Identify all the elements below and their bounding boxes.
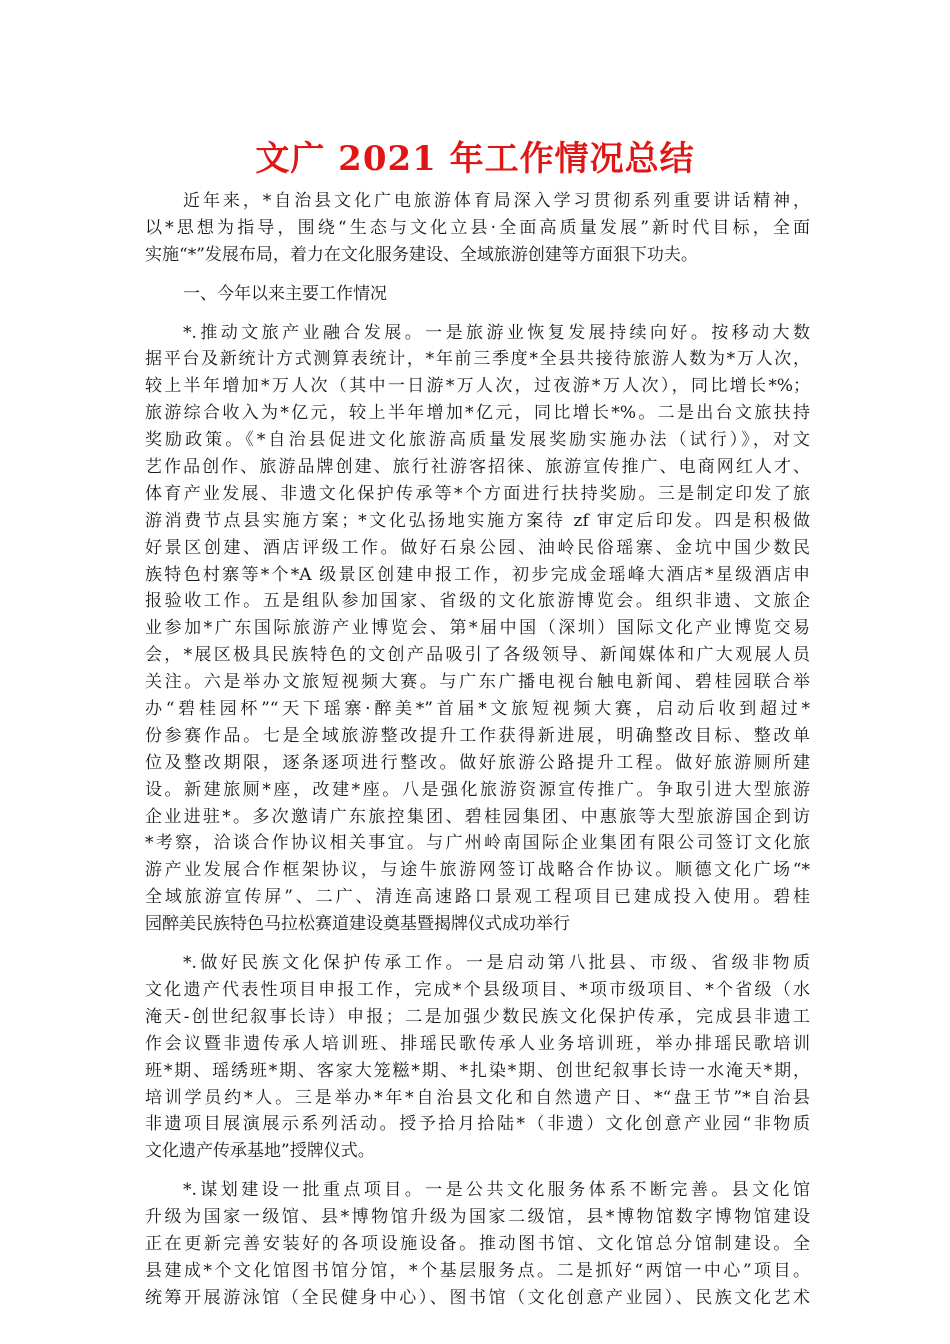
section-heading [145,281,810,308]
section-heading-text: 一、今年以来主要工作情况 [183,283,387,304]
text-line: 培训学员约*人。三是举办*年*自治县文化和自然遗产日、*“盘王节”*自治县 [145,1087,810,1108]
text-line: 近年来，*自治县文化广电旅游体育局深入学习贯彻系列重要讲话精神， [183,191,810,211]
text-line: 文化遗产传承基地”授牌仪式。 [145,1141,375,1162]
text-line: 淹天-创世纪叙事长诗）申报；二是加强少数民族文化保护传承，完成县非遗工 [145,1006,810,1027]
document-body [145,188,810,1324]
document-title: 文广 2021 年工作情况总结 [255,139,695,179]
text-line: 办“碧桂园杯”“天下瑶寨·醉美*”首届*文旅短视频大赛，启动后收到超过* [145,699,810,720]
text-line: 正在更新完善安装好的各项设施设备。推动图书馆、文化馆总分馆制建设。全 [145,1233,810,1254]
paragraph-tourism-integration [145,320,810,938]
text-line: 旅游综合收入为*亿元，较上半年增加*亿元，同比增长*%。二是出台文旅扶持 [145,403,810,424]
text-line: 设。新建旅厕*座，改建*座。八是强化旅游资源宣传推广。争取引进大型旅游 [145,779,810,800]
intro-paragraph [145,188,810,269]
text-line: *.谋划建设一批重点项目。一是公共文化服务体系不断完善。县文化馆 [183,1180,810,1201]
text-line: 实施“*”发展布局，着力在文化服务建设、全域旅游创建等方面狠下功夫。 [145,244,698,265]
text-line: 以*思想为指导，围绕“生态与文化立县·全面高质量发展”新时代目标，全面 [145,217,810,238]
text-line: 份参赛作品。七是全域旅游整改提升工作获得新进展，明确整改目标、整改单 [145,725,810,746]
text-line: 据平台及新统计方式测算表统计，*年前三季度*全县共接待旅游人数为*万人次， [145,349,810,370]
text-line: 奖励政策。《*自治县促进文化旅游高质量发展奖励实施办法（试行）》，对文 [145,430,810,451]
text-line: 企业进驻*。多次邀请广东旅控集团、碧桂园集团、中惠旅等大型旅游国企到访 [145,806,810,827]
paragraph-key-projects [145,1177,810,1311]
paragraph-ethnic-culture [145,950,810,1165]
text-line: *.推动文旅产业融合发展。一是旅游业恢复发展持续向好。按移动大数 [183,322,810,343]
text-line: 作会议暨非遗传承人培训班、排瑶民歌传承人业务培训班，举办排瑶民歌培训 [145,1033,810,1054]
text-line: 体育产业发展、非遗文化保护传承等*个方面进行扶持奖励。三是制定印发了旅 [145,483,810,504]
text-line: 升级为国家一级馆、县*博物馆升级为国家二级馆，县*博物馆数字博物馆建设 [145,1207,810,1228]
text-line: *考察，洽谈合作协议相关事宜。与广州岭南国际企业集团有限公司签订文化旅 [145,833,810,854]
text-line: 族特色村寨等*个*A 级景区创建申报工作，初步完成金瑶峰大酒店*星级酒店申 [145,564,810,585]
text-line: 艺作品创作、旅游品牌创建、旅行社游客招徕、旅游宣传推广、电商网红人才、 [145,457,810,478]
text-line: 县建成*个文化馆图书馆分馆，*个基层服务点。二是抓好“两馆一中心”项目。 [145,1260,810,1281]
text-line: 园醉美民族特色马拉松赛道建设奠基暨揭牌仪式成功举行 [145,914,570,935]
text-line: 报验收工作。五是组队参加国家、省级的文化旅游博览会。组织非遗、文旅企 [145,591,810,612]
text-line: 统筹开展游泳馆（全民健身中心）、图书馆（文化创意产业园）、民族文化艺术 [145,1287,810,1308]
text-line: 非遗项目展演展示系列活动。授予拾月拾陆*（非遗）文化创意产业园“非物质 [145,1114,810,1135]
text-line: 班*期、瑶绣班*期、客家大笼糍*期、*扎染*期、创世纪叙事长诗一水淹天*期， [145,1060,810,1081]
text-line: 关注。六是举办文旅短视频大赛。与广东广播电视台触电新闻、碧桂园联合举 [145,672,810,693]
text-line: 文化遗产代表性项目申报工作，完成*个县级项目、*项市级项目、*个省级（水 [145,979,810,1000]
text-line: 业参加*广东国际旅游产业博览会、第*届中国（深圳）国际文化产业博览交易 [145,618,810,639]
text-line: 好景区创建、酒店评级工作。做好石泉公园、油岭民俗瑶寨、金坑中国少数民 [145,537,810,558]
text-line: 全域旅游宣传屏”、二广、清连高速路口景观工程项目已建成投入使用。碧桂 [145,887,810,908]
text-line: *.做好民族文化保护传承工作。一是启动第八批县、市级、省级非物质 [183,953,810,974]
text-line: 位及整改期限，逐条逐项进行整改。做好旅游公路提升工程。做好旅游厕所建 [145,752,810,773]
text-line: 会，*展区极具民族特色的文创产品吸引了各级领导、新闻媒体和广大观展人员 [145,645,810,666]
text-line: 游消费节点县实施方案；*文化弘扬地实施方案待 zf 审定后印发。四是积极做 [145,510,810,531]
text-line: 较上半年增加*万人次（其中一日游*万人次，过夜游*万人次），同比增长*%； [145,376,810,397]
text-line: 游产业发展合作框架协议，与途牛旅游网签订战略合作协议。顺德文化广场“* [145,860,810,881]
